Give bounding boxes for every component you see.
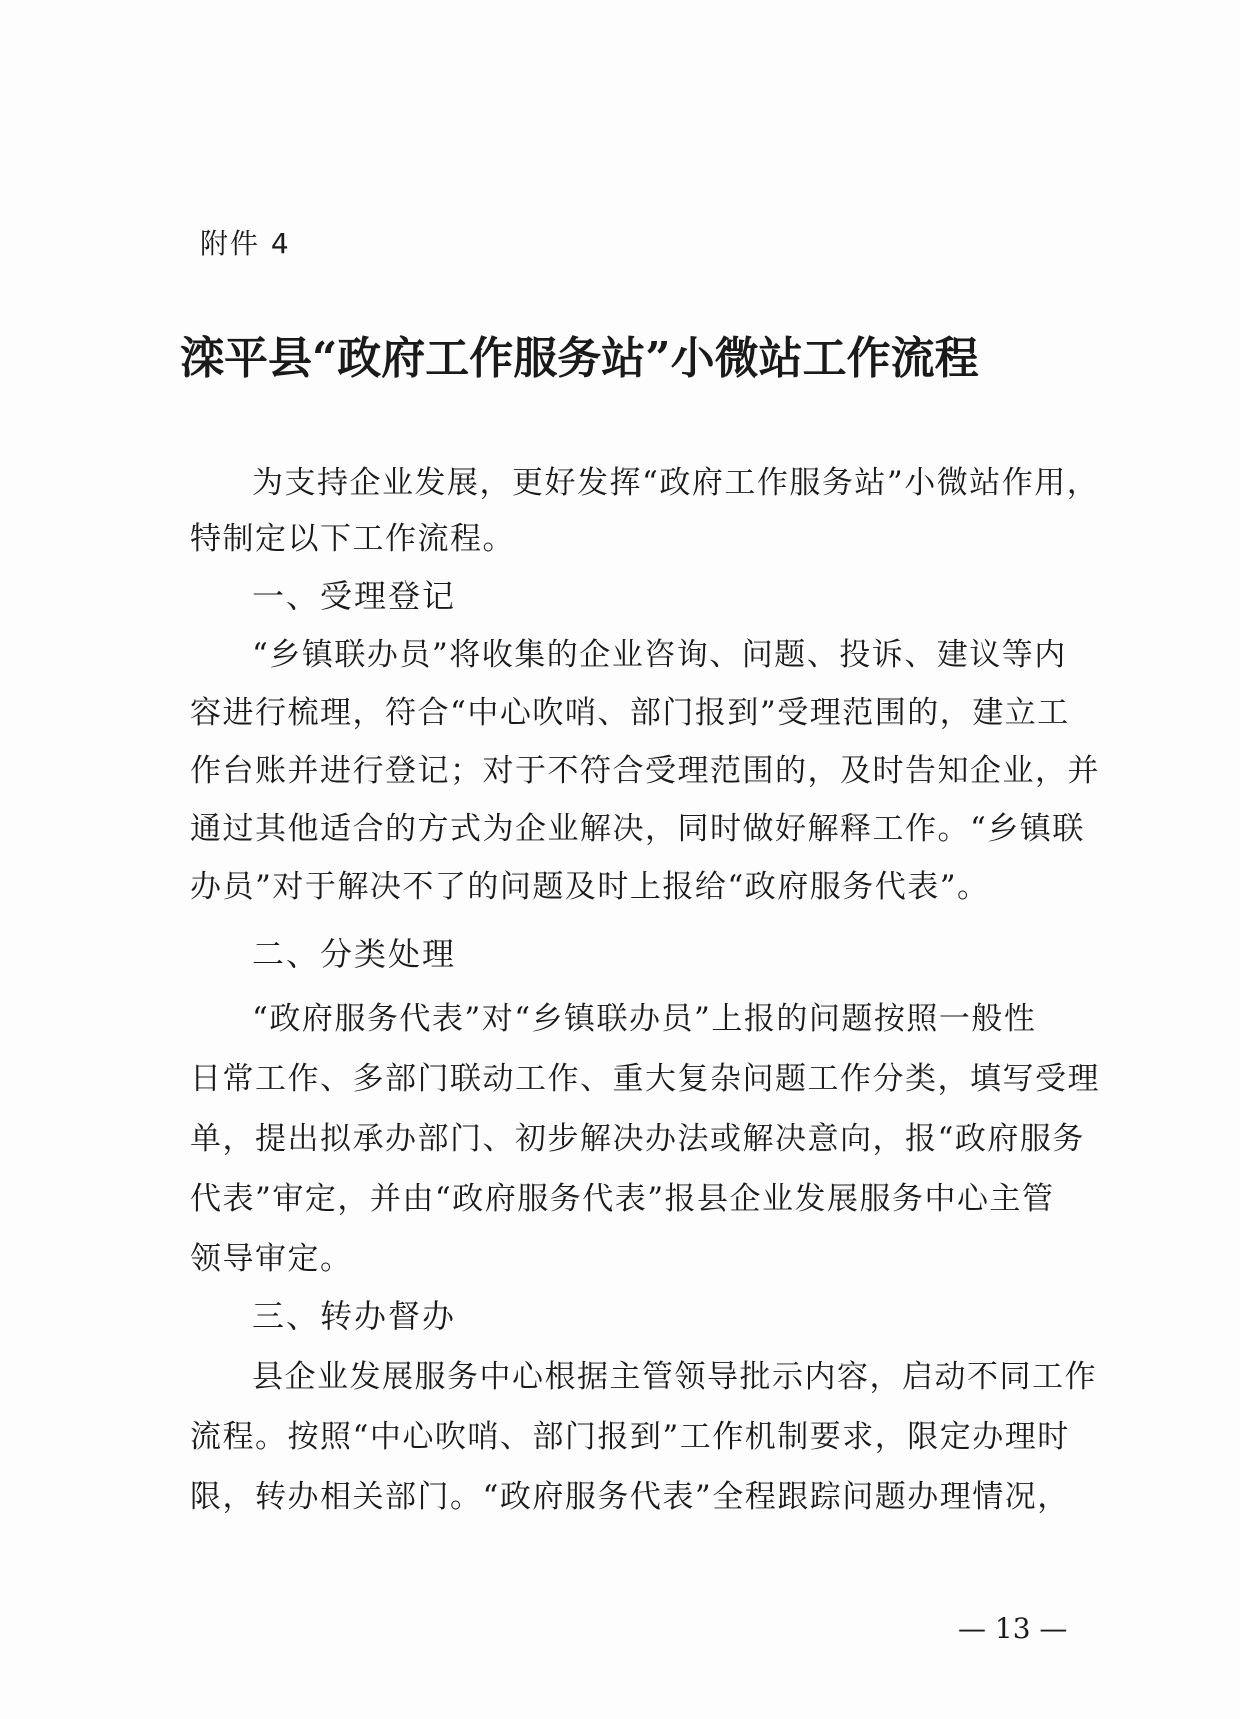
section-heading-transfer: 三、转办督办 [252, 1297, 457, 1335]
attachment-label: 附件 4 [200, 227, 291, 260]
section-heading-acceptance: 一、受理登记 [252, 577, 457, 615]
section-2-line-2: 日常工作、多部门联动工作、重大复杂问题工作分类，填写受理 [190, 1061, 1100, 1097]
section-1-line-3: 作台账并进行登记；对于不符合受理范围的，及时告知企业，并 [190, 753, 1100, 789]
section-3-line-2: 流程。按照“中心吹哨、部门报到”工作机制要求，限定办理时 [190, 1419, 1070, 1455]
section-3-line-3: 限，转办相关部门。“政府服务代表”全程跟踪问题办理情况， [190, 1479, 1070, 1515]
section-2-line-3: 单，提出拟承办部门、初步解决办法或解决意向，报“政府服务 [190, 1121, 1085, 1157]
section-1-line-2: 容进行梳理，符合“中心吹哨、部门报到”受理范围的，建立工 [190, 695, 1070, 731]
section-1-line-4: 通过其他适合的方式为企业解决，同时做好解释工作。“乡镇联 [190, 811, 1085, 847]
section-3-line-1: 县企业发展服务中心根据主管领导批示内容，启动不同工作 [252, 1359, 1097, 1395]
intro-line-1: 为支持企业发展，更好发挥“政府工作服务站”小微站作用， [252, 465, 1100, 501]
section-heading-classification: 二、分类处理 [252, 935, 457, 973]
document-title: 滦平县“政府工作服务站”小微站工作流程 [180, 333, 979, 384]
section-1-line-1: “乡镇联办员”将收集的企业咨询、问题、投诉、建议等内 [252, 637, 1067, 673]
section-1-line-5: 办员”对于解决不了的问题及时上报给“政府服务代表”。 [190, 869, 990, 905]
section-2-line-1: “政府服务代表”对“乡镇联办员”上报的问题按照一般性 [252, 1001, 1037, 1037]
section-2-line-4: 代表”审定，并由“政府服务代表”报县企业发展服务中心主管 [190, 1181, 1055, 1217]
intro-line-2: 特制定以下工作流程。 [190, 521, 515, 557]
section-2-line-5: 领导审定。 [190, 1241, 353, 1277]
page-number: — 13 — [958, 1612, 1068, 1645]
